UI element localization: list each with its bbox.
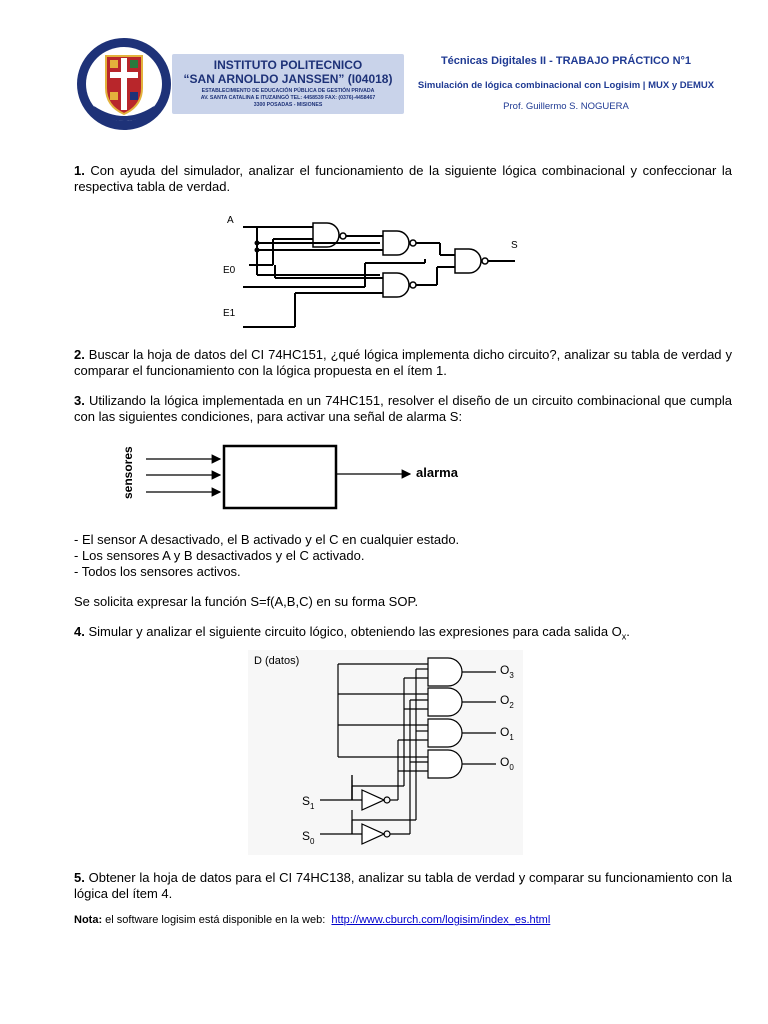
demux-circuit-diagram	[248, 650, 523, 855]
item-number: 5.	[74, 870, 85, 885]
output-o3-label: $O_3$	[500, 663, 514, 680]
logic-block	[224, 446, 336, 508]
course-title: Técnicas Digitales II - TRABAJO PRÁCTICO N°1	[440, 55, 692, 67]
professor-name: Prof. Guillermo S. NOGUERA	[503, 101, 629, 112]
input-e1-label: E1	[223, 308, 236, 319]
note-label: Nota:	[74, 914, 103, 926]
item-text: Buscar la hoja de datos del CI 74HC151, ¿qué lógica implementa dicho circuito?, analizar su tabla de verdad y comparar el funcionamiento con la lógica propuesta en el ítem 1.	[74, 347, 732, 378]
sop-request: Se solicita expresar la función S=f(A,B,C) en su forma SOP.	[74, 594, 419, 609]
item-number: 4.	[74, 624, 85, 639]
output-o0-label: $O_0$	[500, 755, 514, 772]
logisim-link[interactable]: http://www.cburch.com/logisim/index_es.html	[331, 914, 551, 926]
input-a-label: A	[227, 215, 234, 226]
sensores-label: sensores	[121, 446, 135, 499]
condition-1: - El sensor A desactivado, el B activado y el C en cualquier estado.	[74, 532, 460, 547]
item-text: Con ayuda del simulador, analizar el funcionamiento de la siguiente lógica combinacional y confeccionar la respectiva tabla de verdad.	[74, 163, 732, 194]
select-s1-label: $S_1$	[302, 794, 315, 811]
institute-line-1: ESTABLECIMIENTO DE EDUCACIÓN PÚBLICA DE GESTIÓN PRIVADA	[201, 88, 375, 94]
item-text: Obtener la hoja de datos para el CI 74HC138, analizar su tabla de verdad y comparar su funcionamiento con la lógica del ítem 4.	[74, 870, 732, 901]
circuit-1-diagram	[215, 205, 525, 335]
output-s-label: S	[511, 240, 518, 251]
data-input-label: D (datos)	[254, 655, 300, 667]
subject-title: Simulación de lógica combinacional con Logisim | MUX y DEMUX	[417, 80, 715, 91]
item-2	[74, 347, 732, 379]
output-o2-label: $O_2$	[500, 693, 514, 710]
item-4: 4. Simular y analizar el siguiente circuito lógico, obteniendo las expresiones para cada salida $O_x$.	[74, 624, 630, 642]
item-1	[74, 163, 732, 195]
output-o1-label: $O_1$	[500, 725, 514, 742]
item-number: 1.	[74, 163, 85, 178]
institute-line-3: 3300 POSADAS - MISIONES	[253, 102, 323, 108]
item-text: Simular y analizar el siguiente circuito lógico, obteniendo las expresiones para cada salida O	[88, 624, 622, 639]
alarma-label: alarma	[416, 465, 458, 480]
item-4-subscript: x	[621, 631, 627, 642]
condition-3: - Todos los sensores activos.	[74, 564, 241, 579]
institute-line-2: AV. SANTA CATALINA E ITUZAINGÓ TEL: 4458539 FAX: (0376)-4458467	[200, 95, 376, 101]
select-s0-label: $S_0$	[302, 829, 315, 846]
item-number: 3.	[74, 393, 85, 408]
item-5	[74, 870, 732, 902]
note-text: el software logisim está disponible en la web:	[105, 914, 326, 926]
item-text: Utilizando la lógica implementada en un 74HC151, resolver el diseño de un circuito combinacional que cumpla con las siguientes condiciones, para activar una señal de alarma S:	[74, 393, 732, 424]
condition-2: - Los sensores A y B desactivados y el C activado.	[74, 548, 365, 563]
input-e0-label: E0	[223, 265, 236, 276]
institute-name: INSTITUTO POLITECNICO “SAN ARNOLDO JANSSEN” (I04018)	[183, 58, 393, 86]
seal-icon	[74, 36, 174, 132]
footnote	[74, 913, 550, 927]
alarm-block-diagram	[110, 435, 480, 510]
item-number: 2.	[74, 347, 85, 362]
item-3	[74, 393, 732, 425]
